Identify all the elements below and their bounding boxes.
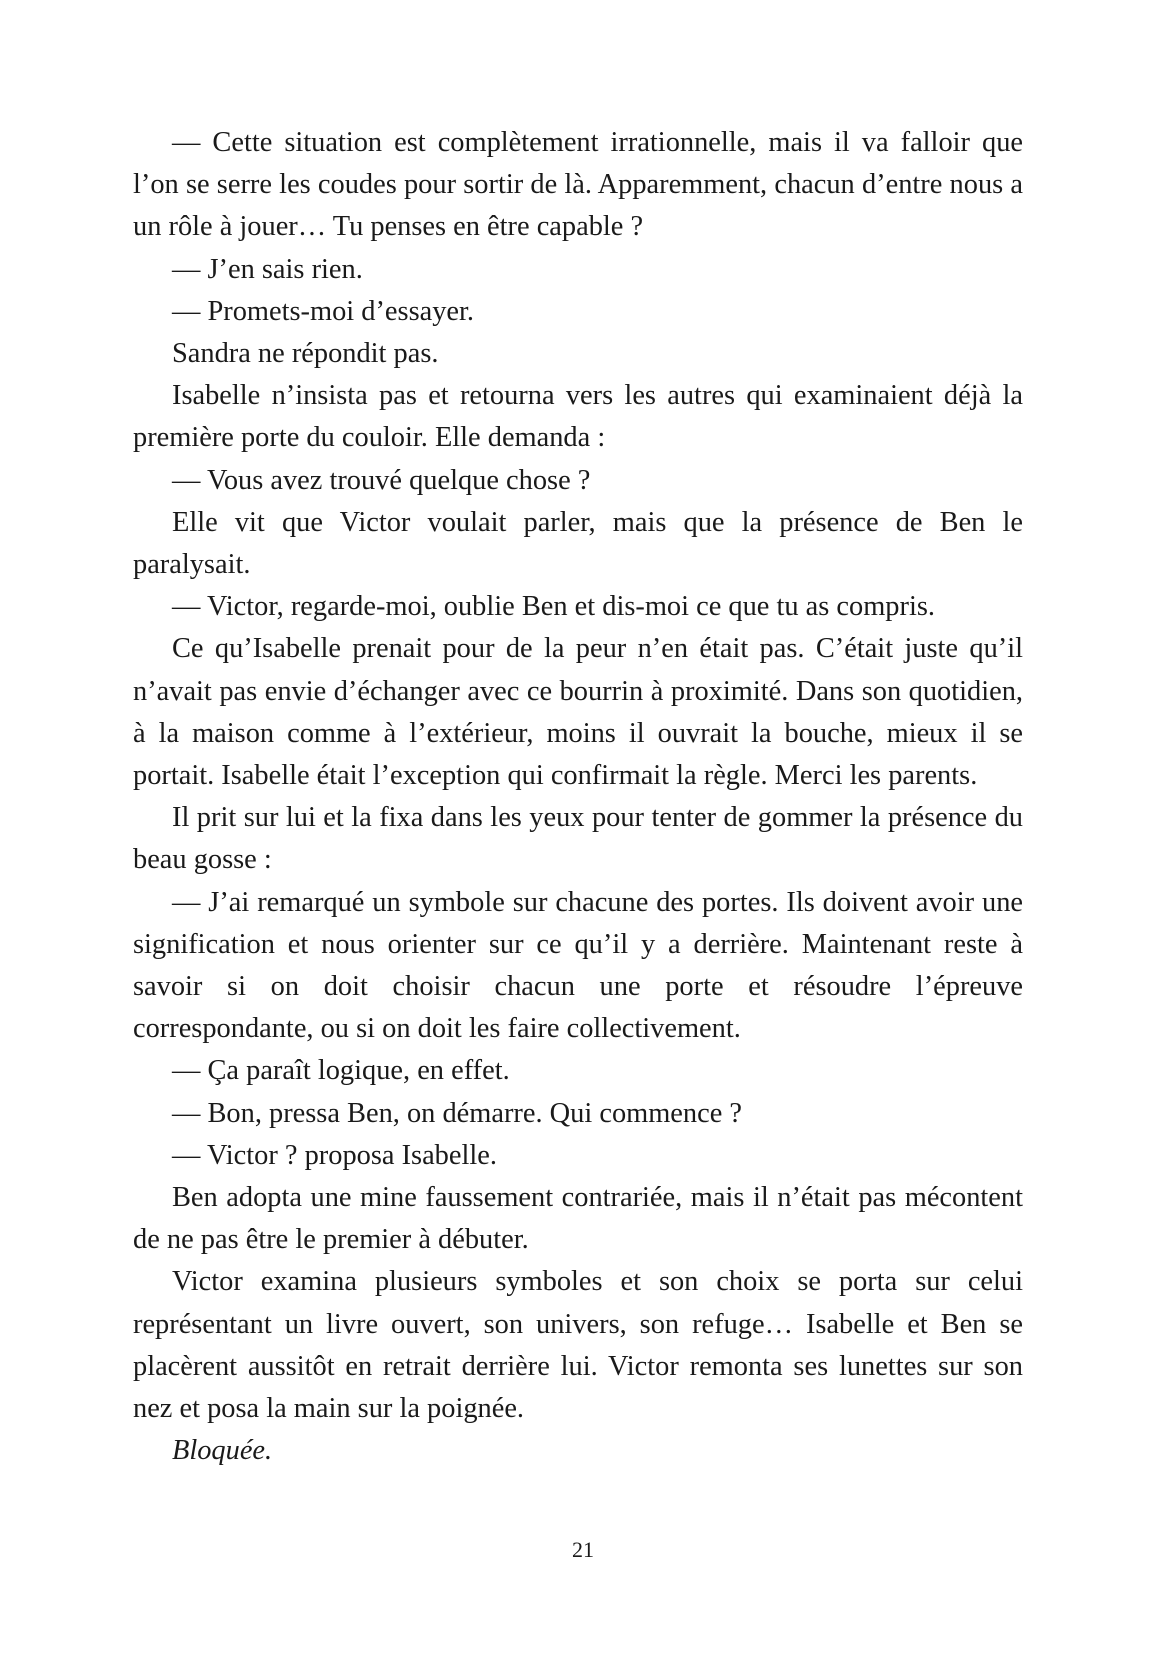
- paragraph-italic: Bloquée.: [172, 1435, 273, 1467]
- paragraph: — Cette situation est complètement irrationnelle, mais il va falloir que l’on se serre les coudes pour sortir de là. Apparemment, chacun d’entre nous a un rôle à jouer… Tu penses en être capable ?: [133, 127, 1023, 243]
- page-number: 21: [572, 1537, 594, 1562]
- body-text: [133, 122, 1023, 1473]
- paragraph: Isabelle n’insista pas et retourna vers les autres qui examinaient déjà la première porte du couloir. Elle demanda :: [133, 380, 1023, 454]
- paragraph: — Bon, pressa Ben, on démarre. Qui commence ?: [172, 1097, 743, 1129]
- paragraph: — Victor, regarde-moi, oublie Ben et dis-moi ce que tu as compris.: [172, 591, 935, 623]
- paragraph: — J’ai remarqué un symbole sur chacune des portes. Ils doivent avoir une signification et nous orienter sur ce qu’il y a derrière. Maintenant reste à savoir si on doit choisir chacun une porte et résoudre l’épreuve correspondante, ou si on doit les faire collectivement.: [133, 886, 1023, 1045]
- paragraph: — Ça paraît logique, en effet.: [172, 1055, 510, 1087]
- paragraph: — J’en sais rien.: [172, 253, 363, 285]
- paragraph: Victor examina plusieurs symboles et son choix se porta sur celui représentant un livre ouvert, son univers, son refuge… Isabelle et Ben se placèrent aussitôt en retrait derrière lui. Victor remonta ses lunettes sur son nez et posa la main sur la poignée.: [133, 1266, 1023, 1425]
- paragraph: Il prit sur lui et la fixa dans les yeux pour tenter de gommer la présence du beau gosse :: [133, 802, 1023, 876]
- paragraph: Ben adopta une mine faussement contrariée, mais il n’était pas mécontent de ne pas être le premier à débuter.: [133, 1182, 1023, 1256]
- paragraph: — Promets-moi d’essayer.: [172, 295, 474, 327]
- paragraph: Sandra ne répondit pas.: [172, 338, 439, 370]
- paragraph: Elle vit que Victor voulait parler, mais que la présence de Ben le paralysait.: [133, 506, 1023, 581]
- paragraph: — Victor ? proposa Isabelle.: [172, 1139, 497, 1171]
- paragraph: Ce qu’Isabelle prenait pour de la peur n’en était pas. C’était juste qu’il n’avait pas envie d’échanger avec ce bourrin à proximité. Dans son quotidien, à la maison comme à l’extérieur, moins il ouvrait la bouche, mieux il se portait. Isabelle était l’exception qui confirmait la règle. Merci les parents.: [133, 633, 1023, 792]
- paragraph: — Vous avez trouvé quelque chose ?: [172, 464, 591, 496]
